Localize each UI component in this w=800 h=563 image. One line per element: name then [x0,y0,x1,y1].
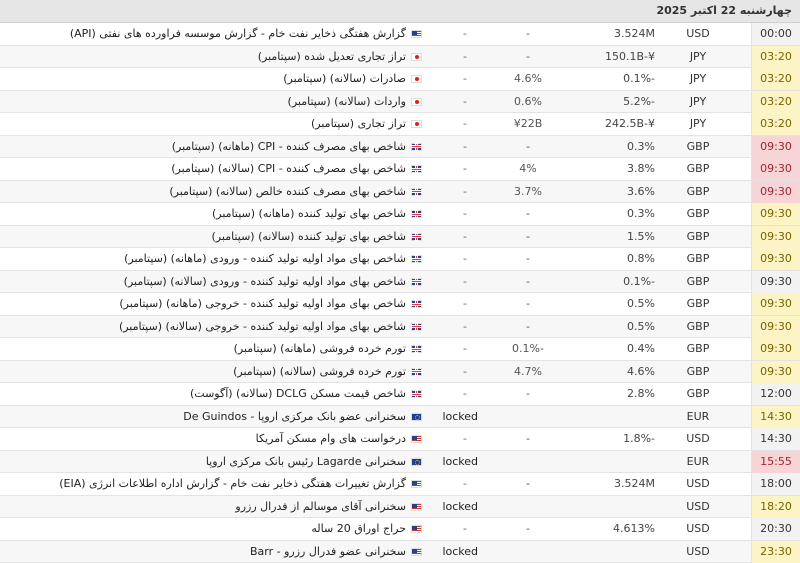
event-actual: 0.3% [575,203,655,225]
event-previous: - [445,361,485,383]
jp-flag-icon [411,75,422,83]
event-time: 03:20 [751,68,800,90]
event-row[interactable] [0,361,800,384]
event-row[interactable] [0,248,800,271]
event-time: 18:00 [751,473,800,495]
event-title-text: گزارش هفتگی ذخایر نفت خام - گزارش موسسه فراورده های نفتی (API) [70,27,406,40]
event-currency: GBP [684,361,712,383]
gb-flag-icon [411,300,422,308]
event-row[interactable] [0,383,800,406]
event-title [27,271,422,293]
event-row[interactable] [0,451,800,474]
event-forecast: 0.6% [503,91,553,113]
event-forecast: - [503,203,553,225]
event-title [27,181,422,203]
event-title-text: صادرات (سالانه) (سپتامبر) [283,72,406,85]
gb-flag-icon [411,165,422,173]
event-time: 03:20 [751,91,800,113]
us-flag-icon [411,30,422,38]
event-forecast: 4.7% [503,361,553,383]
event-forecast: 4% [503,158,553,180]
event-time: 09:30 [751,203,800,225]
event-row[interactable] [0,158,800,181]
event-title [27,361,422,383]
event-actual: 4.6% [575,361,655,383]
event-title [27,248,422,270]
event-previous: - [445,226,485,248]
us-flag-icon [411,480,422,488]
event-currency: USD [684,518,712,540]
event-title-text: شاخص بهای مواد اولیه تولید کننده - خروجی (ماهانه) (سپتامبر) [119,297,406,310]
event-actual: 1.5% [575,226,655,248]
event-currency: USD [684,541,712,563]
event-previous: - [445,68,485,90]
event-title-text: تراز تجاری تعدیل شده (سپتامبر) [258,50,406,63]
event-row[interactable] [0,428,800,451]
event-previous: - [445,428,485,450]
event-forecast: - [503,316,553,338]
event-title-text: تورم خرده فروشی (ماهانه) (سپتامبر) [234,342,406,355]
event-row[interactable] [0,473,800,496]
event-currency: JPY [684,68,712,90]
event-row[interactable] [0,293,800,316]
event-time: 09:30 [751,226,800,248]
event-title-text: حراج اوراق 20 ساله [311,522,406,535]
event-title-text: شاخص بهای مواد اولیه تولید کننده - خروجی (سالانه) (سپتامبر) [119,320,406,333]
event-time: 20:30 [751,518,800,540]
jp-flag-icon [411,98,422,106]
event-previous: - [445,293,485,315]
event-currency: GBP [684,203,712,225]
event-title [27,136,422,158]
event-forecast: ¥22B [503,113,553,135]
event-title [27,428,422,450]
event-forecast: - [503,428,553,450]
event-forecast: - [503,518,553,540]
calendar-header [0,0,800,23]
event-forecast: - [503,23,553,45]
event-previous: - [445,383,485,405]
event-title-text: گزارش تغییرات هفتگی ذخایر نفت خام - گزارش اداره اطلاعات انرژی (EIA) [59,477,406,490]
event-previous: - [445,248,485,270]
event-previous: - [445,338,485,360]
events-table [0,23,800,563]
gb-flag-icon [411,143,422,151]
event-actual: 3.524M [575,23,655,45]
event-actual: 3.8% [575,158,655,180]
event-actual: 242.5B-¥ [575,113,655,135]
event-currency: GBP [684,338,712,360]
event-currency: GBP [684,226,712,248]
event-time: 09:30 [751,338,800,360]
event-locked-label: locked [418,451,478,473]
event-currency: GBP [684,158,712,180]
event-currency: JPY [684,113,712,135]
event-actual: 0.5% [575,316,655,338]
event-previous: - [445,91,485,113]
event-row[interactable] [0,406,800,429]
event-time: 14:30 [751,428,800,450]
event-row[interactable] [0,316,800,339]
event-time: 09:30 [751,293,800,315]
event-time: 12:00 [751,383,800,405]
event-row[interactable] [0,91,800,114]
event-forecast: - [503,46,553,68]
event-title [27,203,422,225]
event-row[interactable] [0,68,800,91]
gb-flag-icon [411,233,422,241]
event-time: 09:30 [751,271,800,293]
event-currency: GBP [684,316,712,338]
event-actual: 0.3% [575,136,655,158]
event-forecast: - [503,248,553,270]
event-time: 09:30 [751,181,800,203]
event-actual: 150.1B-¥ [575,46,655,68]
event-forecast: - [503,136,553,158]
event-title-text: شاخص بهای مصرف کننده - CPI (سالانه) (سپتامبر) [171,162,406,175]
event-row[interactable] [0,496,800,519]
event-currency: EUR [684,406,712,428]
event-row[interactable] [0,203,800,226]
event-time: 18:20 [751,496,800,518]
event-title-text: سخنرانی آقای موسالم از فدرال رزرو [235,500,406,513]
event-title [27,496,422,518]
event-title [27,23,422,45]
eu-flag-icon [411,458,422,466]
event-title-text: سخنرانی Lagarde رئیس بانک مرکزی اروپا [206,455,406,468]
event-title-text: شاخص بهای مواد اولیه تولید کننده - ورودی (سالانه) (سپتامبر) [124,275,406,288]
event-currency: EUR [684,451,712,473]
event-row[interactable] [0,518,800,541]
event-forecast: - [503,226,553,248]
event-title [27,46,422,68]
us-flag-icon [411,503,422,511]
event-locked-label: locked [418,541,478,563]
calendar-date: چهارشنبه 22 اکتبر 2025 [656,4,792,17]
event-previous: - [445,46,485,68]
event-currency: JPY [684,46,712,68]
event-currency: USD [684,23,712,45]
event-row[interactable] [0,541,800,563]
event-title [27,158,422,180]
event-time: 03:20 [751,113,800,135]
event-previous: - [445,203,485,225]
event-actual: 3.524M [575,473,655,495]
event-time: 09:30 [751,316,800,338]
event-actual: 0.4% [575,338,655,360]
event-time: 14:30 [751,406,800,428]
event-previous: - [445,23,485,45]
event-row[interactable] [0,136,800,159]
event-currency: USD [684,473,712,495]
gb-flag-icon [411,345,422,353]
event-previous: - [445,271,485,293]
event-time: 15:55 [751,451,800,473]
jp-flag-icon [411,120,422,128]
event-time: 09:30 [751,248,800,270]
event-time: 00:00 [751,23,800,45]
event-title [27,338,422,360]
event-actual: 0.8% [575,248,655,270]
event-title-text: تورم خرده فروشی (سالانه) (سپتامبر) [233,365,406,378]
event-row[interactable] [0,338,800,361]
event-title [27,113,422,135]
event-currency: GBP [684,248,712,270]
event-title [27,226,422,248]
event-currency: GBP [684,383,712,405]
event-title-text: واردات (سالانه) (سپتامبر) [288,95,406,108]
event-time: 09:30 [751,158,800,180]
gb-flag-icon [411,255,422,263]
gb-flag-icon [411,188,422,196]
event-currency: GBP [684,181,712,203]
event-title [27,91,422,113]
event-row[interactable] [0,271,800,294]
event-actual: 1.8%- [575,428,655,450]
event-forecast: - [503,271,553,293]
event-title-text: شاخص قیمت مسکن DCLG (سالانه) (آگوست) [190,387,406,400]
event-currency: USD [684,496,712,518]
event-title [27,316,422,338]
eu-flag-icon [411,413,422,421]
event-previous: - [445,158,485,180]
event-time: 23:30 [751,541,800,563]
event-currency: GBP [684,293,712,315]
event-actual: 0.1%- [575,271,655,293]
event-actual: 5.2%- [575,91,655,113]
event-forecast: - [503,293,553,315]
event-actual: 2.8% [575,383,655,405]
event-actual: 4.613% [575,518,655,540]
event-title [27,473,422,495]
event-time: 09:30 [751,361,800,383]
event-title [27,406,422,428]
event-currency: JPY [684,91,712,113]
event-row[interactable] [0,23,800,46]
event-previous: - [445,518,485,540]
event-time: 03:20 [751,46,800,68]
event-forecast: - [503,473,553,495]
event-title-text: شاخص بهای تولید کننده (سالانه) (سپتامبر) [212,230,406,243]
event-forecast: 3.7% [503,181,553,203]
event-row[interactable] [0,113,800,136]
event-time: 09:30 [751,136,800,158]
us-flag-icon [411,435,422,443]
event-actual: 3.6% [575,181,655,203]
event-row[interactable] [0,46,800,69]
gb-flag-icon [411,210,422,218]
event-title-text: شاخص بهای تولید کننده (ماهانه) (سپتامبر) [212,207,406,220]
gb-flag-icon [411,323,422,331]
event-previous: - [445,181,485,203]
us-flag-icon [411,548,422,556]
event-title-text: سخنرانی عضو بانک مرکزی اروپا - De Guindos [183,410,406,423]
event-currency: GBP [684,136,712,158]
us-flag-icon [411,525,422,533]
event-title [27,518,422,540]
jp-flag-icon [411,53,422,61]
event-title-text: شاخص بهای مواد اولیه تولید کننده - ورودی (ماهانه) (سپتامبر) [124,252,406,265]
event-forecast: - [503,383,553,405]
gb-flag-icon [411,368,422,376]
event-title-text: شاخص بهای مصرف کننده خالص (سالانه) (سپتامبر) [169,185,406,198]
gb-flag-icon [411,390,422,398]
event-title [27,293,422,315]
event-locked-label: locked [418,496,478,518]
event-title [27,68,422,90]
event-title-text: درخواست های وام مسکن آمریکا [256,432,406,445]
event-title-text: سخنرانی عضو فدرال رزرو - Barr [250,545,406,558]
event-row[interactable] [0,226,800,249]
event-currency: GBP [684,271,712,293]
event-title [27,541,422,563]
event-previous: - [445,316,485,338]
event-title [27,383,422,405]
event-title-text: شاخص بهای مصرف کننده - CPI (ماهانه) (سپتامبر) [172,140,406,153]
event-actual: 0.5% [575,293,655,315]
event-forecast: 4.6% [503,68,553,90]
event-actual: 0.1%- [575,68,655,90]
event-previous: - [445,113,485,135]
event-previous: - [445,136,485,158]
event-row[interactable] [0,181,800,204]
event-previous: - [445,473,485,495]
event-title-text: تراز تجاری (سپتامبر) [311,117,406,130]
event-title [27,451,422,473]
gb-flag-icon [411,278,422,286]
event-locked-label: locked [418,406,478,428]
event-forecast: 0.1%- [503,338,553,360]
event-currency: USD [684,428,712,450]
